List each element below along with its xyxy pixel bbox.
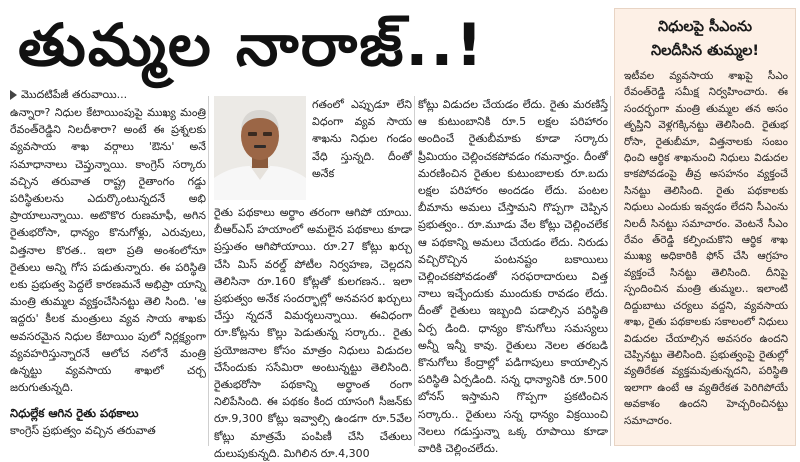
article-column-3: [418, 96, 608, 456]
article-column-2-top: [312, 96, 412, 202]
column-2b-text: రైతు పథకాలు అర్థాం తరంగా ఆగిపో యాయి. బీఆర్‌ఎస్ హయాంలో అమలైన పథకాలు కూడా ప్రస్తుతం ఆగిపోయాయి. రూ.27 కోట్లు ఖర్చు చేసి మిస్ వరల్డ్ పోటీల నిర్వహణ, చెల్లదని తెలిసినా రూ.160 కోట్లతో కులగణన.. ఇలా ప్రభుత్వం అనేక సందర్భాల్లో అనవసర ఖర్చులు చేస్తు న్నదనే విమర్శలున్నాయి. ఈవిధంగా రూ.కోట్లను కొల్లు పెడుతున్న సర్కారు.. రైతు ప్రయోజనాల కోసం మాత్రం నిధులు విడుదల చేసేందుకు ససేమిరా అంటున్నట్టు తెలిసింది. రైతుభరోసా పథకాన్ని అర్థాంత రంగా నిలిపేసింది. ఈ పథకం కింద యాసంగి సీజన్‌కు రూ.9,300 కోట్లు ఇవ్వాల్సి ఉండగా రూ.5వేల కోట్లు మాత్రమే పంపిణీ చేసి చేతులు దులుపుకున్నది. మిగిలిన రూ.4,300: [214, 206, 412, 460]
triangle-bullet-icon: [10, 90, 17, 100]
portrait-image: [214, 96, 306, 200]
column-3-text: కోట్లు విడుదల చేయడం లేదు. రైతు మరణిస్తే ఆ కుటుంబానికి రూ.5 లక్షల పరిహారం అందించే రైతుబీమాకు కూడా సర్కారు ప్రీమియం చెల్లించకపోవడం గమనార్హం. దీంతో మరణించిన రైతుల కుటుంబాలకు రూ.బదు లక్షల పరిహారం అందడం లేదు. పంటల బీమాను అమలు చేస్తామని గొప్పగా చెప్పిన ప్రభుత్వం.. రూ.మూడు వేల కోట్లు చెల్లించలేక ఆ పథకాన్ని అమలు చేయడం లేదు. నిరుడు వచ్చిరొచ్చిన పంటనష్టం బకాయిలు చెల్లించకపోవడంతో సరఫరాదారులు విత్త నాలు ఇచ్చేందుకు ముందుకు రావడం లేదు. దీంతో రైతులు ఇబ్బంది పడాల్సిన పరిస్థితి ఏర్ప డింది. ధాన్యం కొనుగోలు సమస్యలు అన్నీ ఇన్నీ కావు. రైతులు నెలల తరబడి కొనుగోలు కేంద్రాల్లో పడిగాపులు కాయాల్సిన పరిస్థితి ఏర్పడింది. సన్న ధాన్యానికి రూ.500 బోనస్ ఇస్తామని గొప్పగా ప్రకటించిన సర్కారు.. రైతులు సన్న ధాన్యం విక్రయించి నెలలు గడుస్తున్నా ఒక్క రూపాయి కూడా వారికి చెల్లించలేదు.: [418, 98, 608, 456]
column-1-text: ఉన్నారా? నిధుల కేటాయింపుపై ముఖ్య మంత్రి రేవంత్‌రెడ్డిని నిలదీశారా? అంటే ఈ ప్రశ్నలకు వ్యవసాయ శాఖ వర్గాలు 'ఔను' అనే సమాధానాలు చెప్తున్నాయి. కాంగ్రెస్ సర్కారు వచ్చిన తరువాత రాష్ట్ర రైతాంగం గడ్డు పరిస్థితులను ఎదుర్కొంటున్నదనే అభి ప్రాయాలున్నాయి. అటొకొర రుణమాఫీ, అగిన రైతుభరోసా, ధాన్యం కొనుగోళ్లు, ఎరువులు, విత్తనాల కొరత.. ఇలా ప్రతి అంశంలోనూ రైతులు అన్ని గోస పడుతున్నారు. ఈ పరిస్థితి లకు ప్రభుత్వ పెద్దలే కారణమనే అభిప్రా యాన్ని మంత్రి తుమ్మల వ్యక్తంచేసినట్టు తెలి సింది. 'ఆ ఇద్దరు' కీలక మంత్రులు వ్యవ సాయ శాఖకు అవసరమైన నిధుల కేటాయిం పులో నిర్లక్ష్యంగా వ్యవహరిస్తున్నారనే ఆలోచ నలోనే మంత్రి ఉన్నట్టు వ్యవసాయ శాఖలో చర్చ జరుగుతున్నది.: [10, 106, 206, 395]
kicker-text: మొదటిపేజీ తరువాయి...: [21, 88, 128, 101]
sidebar-title: [615, 15, 795, 67]
continued-kicker: [10, 88, 206, 102]
headline: తుమ్మల నారాజ్..!: [18, 11, 485, 79]
sidebar-title-line-1: నిధులపై సీఎంను: [657, 19, 753, 35]
minister-photo: [214, 96, 306, 200]
sidebar-body: [624, 68, 788, 440]
article-column-1: [10, 104, 206, 404]
column-1b-text: కాంగ్రెస్ ప్రభుత్వం వచ్చిన తరువాత: [10, 424, 156, 437]
sidebar-body-text: ఇటీవల వ్యవసాయ శాఖపై సీఎం రేవంత్‌రెడ్డి సమీక్ష నిర్వహించారు. ఈ సందర్భంగా మంత్రి తుమ్మల తన అసం తృప్తిని వెళ్లగక్కినట్టు తెలిసింది. రైతుభ రోసా, రైతుబీమా, విత్తనాలకు సంబం ధించి ఆర్థిక శాఖనుంచి నిధులు విడుదల కాకపోవడంపై తీవ్ర అసహనం వ్యక్తంచే సినట్టు తెలిసింది. రైతు పథకాలకు నిధులు ఎందుకు ఇవ్వడం లేదని సీఎంను నిలదీ సినట్టు సమాచారం. వెంటనే సీఎం రేవం త్‌రెడ్డి కల్పించుకొని ఆర్థిక శాఖ ముఖ్య అధికారికి ఫోన్ చేసి ఆగ్రహం వ్యక్తంచే సినట్టు తెలిసింది. దీనిపై స్పందించిన మంత్రి తుమ్మల.. ఇలాంటి దిద్దుబాటు చర్యలు వద్దని, వ్యవసాయ శాఖ, రైతు పథకాలకు సకాలంలో నిధులు విడుదల చేయాల్సిన అవసరం ఉందని చెప్పినట్టు తెలిసింది. ప్రభుత్వంపై రైతుల్లో వ్యతిరేకత వ్యక్తమవుతున్నదని, పరిస్థితి ఇలాగా ఉంటే ఆ వ్యతిరేకత పెరిగిపోయే అవకాశం ఉందని హెచ్చరించినట్టు సమాచారం.: [624, 70, 788, 427]
sidebar-title-line-2: నిలదీసిన తుమ్మల!: [650, 43, 760, 59]
subheading: నిధుల్లేక ఆగిన రైతు పథకాలు: [10, 406, 139, 420]
column-2a-text: గతంలో ఎప్పుడూ లేని విధంగా వ్యవ సాయ శాఖను నిధుల గండం వేధి స్తున్నది. దీంతో అనేక: [312, 98, 412, 180]
column-divider: [610, 96, 611, 446]
column-divider: [208, 96, 209, 446]
article-column-2: [214, 204, 412, 460]
column-divider: [414, 96, 415, 446]
article-column-1-continued: [10, 422, 206, 446]
